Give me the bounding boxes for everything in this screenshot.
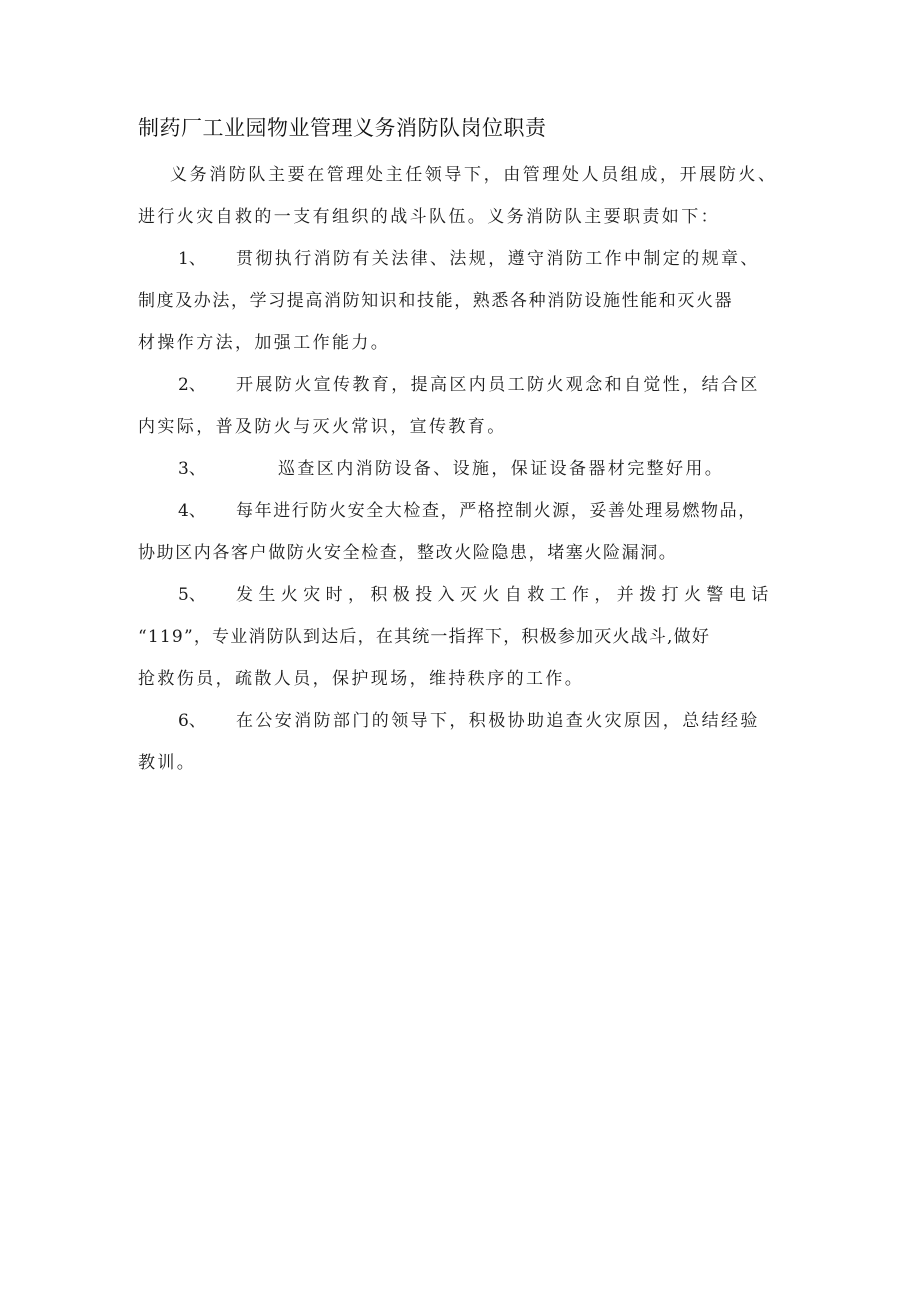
item-number: 3、 bbox=[178, 459, 206, 479]
intro-line-1: 义务消防队主要在管理处主任领导下，由管理处人员组成，开展防火、 bbox=[170, 165, 778, 185]
item-text: 发生火灾时，积极投入灭火自救工作，并拨打火警电话 bbox=[236, 585, 774, 605]
item-number: 6、 bbox=[178, 711, 206, 731]
list-item-4-first-line bbox=[178, 496, 757, 521]
list-item-1-first-line bbox=[178, 244, 760, 269]
item-number: 2、 bbox=[178, 375, 206, 395]
list-item-6-first-line bbox=[178, 706, 760, 731]
item-number: 4、 bbox=[178, 501, 206, 521]
list-item-2-line-2: 内实际，普及防火与灭火常识，宣传教育。 bbox=[138, 417, 507, 437]
item-number: 5、 bbox=[178, 585, 206, 605]
item-text: 在公安消防部门的领导下，积极协助追查火灾原因，总结经验 bbox=[236, 711, 760, 731]
document-title: 制药厂工业园物业管理义务消防队岗位职责 bbox=[138, 116, 547, 140]
item-text: 每年进行防火安全大检查，严格控制火源，妥善处理易燃物品， bbox=[236, 501, 757, 521]
item-text: 贯彻执行消防有关法律、法规，遵守消防工作中制定的规章、 bbox=[236, 249, 760, 269]
list-item-3-first-line bbox=[178, 454, 724, 479]
intro-line-2: 进行火灾自救的一支有组织的战斗队伍。义务消防队主要职责如下： bbox=[138, 207, 720, 227]
item-text: 开展防火宣传教育，提高区内员工防火观念和自觉性，结合区 bbox=[236, 375, 760, 395]
list-item-5-line-3: 抢救伤员，疏散人员，保护现场，维持秩序的工作。 bbox=[138, 669, 585, 689]
list-item-5-first-line bbox=[178, 580, 774, 605]
item-number: 1、 bbox=[178, 249, 206, 269]
list-item-4-line-2: 协助区内各客户做防火安全检查，整改火险隐患，堵塞火险漏洞。 bbox=[138, 543, 678, 563]
list-item-6-line-2: 教训。 bbox=[138, 753, 197, 773]
item-text: 巡查区内消防设备、设施，保证设备器材完整好用。 bbox=[278, 459, 725, 479]
list-item-1-line-2: 制度及办法，学习提高消防知识和技能，熟悉各种消防设施性能和灭火器 bbox=[138, 291, 734, 311]
list-item-1-line-3: 材操作方法，加强工作能力。 bbox=[138, 333, 391, 353]
list-item-2-first-line bbox=[178, 370, 760, 395]
list-item-5-line-2: “119”，专业消防队到达后，在其统一指挥下，积极参加灭火战斗,做好 bbox=[138, 627, 711, 647]
